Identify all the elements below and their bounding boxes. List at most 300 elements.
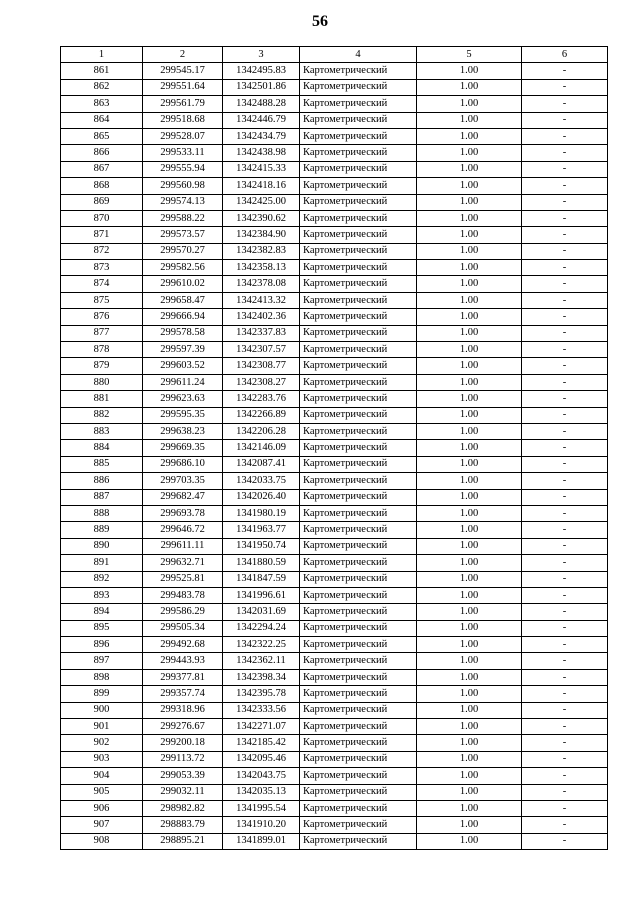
note-cell: - <box>522 637 608 653</box>
point-number-cell: 901 <box>61 719 143 735</box>
column-header: 6 <box>522 47 608 63</box>
accuracy-cell: 1.00 <box>417 112 522 128</box>
method-cell: Картометрический <box>300 276 417 292</box>
x-coordinate-cell: 299518.68 <box>143 112 223 128</box>
table-row <box>61 292 608 308</box>
point-number-cell: 893 <box>61 587 143 603</box>
accuracy-cell: 1.00 <box>417 571 522 587</box>
method-cell: Картометрический <box>300 817 417 833</box>
table-row <box>61 325 608 341</box>
point-number-cell: 880 <box>61 374 143 390</box>
y-coordinate-cell: 1342271.07 <box>223 719 300 735</box>
y-coordinate-cell: 1341963.77 <box>223 522 300 538</box>
note-cell: - <box>522 423 608 439</box>
method-cell: Картометрический <box>300 473 417 489</box>
note-cell: - <box>522 620 608 636</box>
note-cell: - <box>522 456 608 472</box>
note-cell: - <box>522 702 608 718</box>
table-row <box>61 571 608 587</box>
y-coordinate-cell: 1342495.83 <box>223 63 300 79</box>
note-cell: - <box>522 227 608 243</box>
x-coordinate-cell: 299574.13 <box>143 194 223 210</box>
y-coordinate-cell: 1342087.41 <box>223 456 300 472</box>
method-cell: Картометрический <box>300 342 417 358</box>
note-cell: - <box>522 784 608 800</box>
accuracy-cell: 1.00 <box>417 423 522 439</box>
x-coordinate-cell: 299603.52 <box>143 358 223 374</box>
method-cell: Картометрический <box>300 374 417 390</box>
method-cell: Картометрический <box>300 604 417 620</box>
x-coordinate-cell: 299551.64 <box>143 79 223 95</box>
point-number-cell: 884 <box>61 440 143 456</box>
table-row <box>61 604 608 620</box>
note-cell: - <box>522 210 608 226</box>
accuracy-cell: 1.00 <box>417 768 522 784</box>
note-cell: - <box>522 538 608 554</box>
point-number-cell: 883 <box>61 423 143 439</box>
table-row <box>61 440 608 456</box>
x-coordinate-cell: 298982.82 <box>143 800 223 816</box>
point-number-cell: 894 <box>61 604 143 620</box>
accuracy-cell: 1.00 <box>417 292 522 308</box>
y-coordinate-cell: 1342307.57 <box>223 342 300 358</box>
x-coordinate-cell: 299573.57 <box>143 227 223 243</box>
y-coordinate-cell: 1342415.33 <box>223 161 300 177</box>
note-cell: - <box>522 489 608 505</box>
accuracy-cell: 1.00 <box>417 161 522 177</box>
table-row <box>61 735 608 751</box>
table-row <box>61 227 608 243</box>
table-row <box>61 784 608 800</box>
y-coordinate-cell: 1342026.40 <box>223 489 300 505</box>
x-coordinate-cell: 299276.67 <box>143 719 223 735</box>
note-cell: - <box>522 522 608 538</box>
y-coordinate-cell: 1342035.13 <box>223 784 300 800</box>
x-coordinate-cell: 299318.96 <box>143 702 223 718</box>
note-cell: - <box>522 768 608 784</box>
note-cell: - <box>522 276 608 292</box>
point-number-cell: 866 <box>61 145 143 161</box>
note-cell: - <box>522 112 608 128</box>
x-coordinate-cell: 299545.17 <box>143 63 223 79</box>
point-number-cell: 885 <box>61 456 143 472</box>
note-cell: - <box>522 374 608 390</box>
x-coordinate-cell: 299588.22 <box>143 210 223 226</box>
note-cell: - <box>522 145 608 161</box>
table-row <box>61 555 608 571</box>
y-coordinate-cell: 1342337.83 <box>223 325 300 341</box>
note-cell: - <box>522 128 608 144</box>
table-row <box>61 79 608 95</box>
accuracy-cell: 1.00 <box>417 309 522 325</box>
note-cell: - <box>522 505 608 521</box>
method-cell: Картометрический <box>300 587 417 603</box>
point-number-cell: 877 <box>61 325 143 341</box>
accuracy-cell: 1.00 <box>417 145 522 161</box>
point-number-cell: 881 <box>61 391 143 407</box>
point-number-cell: 903 <box>61 751 143 767</box>
point-number-cell: 863 <box>61 96 143 112</box>
x-coordinate-cell: 298883.79 <box>143 817 223 833</box>
table-row <box>61 505 608 521</box>
accuracy-cell: 1.00 <box>417 96 522 112</box>
point-number-cell: 887 <box>61 489 143 505</box>
accuracy-cell: 1.00 <box>417 604 522 620</box>
accuracy-cell: 1.00 <box>417 210 522 226</box>
column-header: 5 <box>417 47 522 63</box>
y-coordinate-cell: 1342434.79 <box>223 128 300 144</box>
method-cell: Картометрический <box>300 260 417 276</box>
point-number-cell: 878 <box>61 342 143 358</box>
point-number-cell: 879 <box>61 358 143 374</box>
point-number-cell: 907 <box>61 817 143 833</box>
note-cell: - <box>522 325 608 341</box>
point-number-cell: 876 <box>61 309 143 325</box>
table-row <box>61 374 608 390</box>
table-row <box>61 161 608 177</box>
y-coordinate-cell: 1342395.78 <box>223 686 300 702</box>
accuracy-cell: 1.00 <box>417 79 522 95</box>
point-number-cell: 869 <box>61 194 143 210</box>
method-cell: Картометрический <box>300 309 417 325</box>
point-number-cell: 871 <box>61 227 143 243</box>
method-cell: Картометрический <box>300 407 417 423</box>
table-row <box>61 112 608 128</box>
y-coordinate-cell: 1342446.79 <box>223 112 300 128</box>
point-number-cell: 867 <box>61 161 143 177</box>
accuracy-cell: 1.00 <box>417 538 522 554</box>
y-coordinate-cell: 1341899.01 <box>223 833 300 849</box>
point-number-cell: 895 <box>61 620 143 636</box>
y-coordinate-cell: 1342398.34 <box>223 669 300 685</box>
accuracy-cell: 1.00 <box>417 719 522 735</box>
x-coordinate-cell: 299703.35 <box>143 473 223 489</box>
note-cell: - <box>522 292 608 308</box>
y-coordinate-cell: 1342384.90 <box>223 227 300 243</box>
note-cell: - <box>522 735 608 751</box>
accuracy-cell: 1.00 <box>417 555 522 571</box>
y-coordinate-cell: 1342308.77 <box>223 358 300 374</box>
note-cell: - <box>522 161 608 177</box>
method-cell: Картометрический <box>300 243 417 259</box>
note-cell: - <box>522 751 608 767</box>
accuracy-cell: 1.00 <box>417 653 522 669</box>
accuracy-cell: 1.00 <box>417 342 522 358</box>
accuracy-cell: 1.00 <box>417 522 522 538</box>
table-header-row <box>61 47 608 63</box>
x-coordinate-cell: 299032.11 <box>143 784 223 800</box>
method-cell: Картометрический <box>300 653 417 669</box>
table-row <box>61 637 608 653</box>
accuracy-cell: 1.00 <box>417 489 522 505</box>
note-cell: - <box>522 571 608 587</box>
y-coordinate-cell: 1341910.20 <box>223 817 300 833</box>
table-row <box>61 719 608 735</box>
accuracy-cell: 1.00 <box>417 669 522 685</box>
note-cell: - <box>522 653 608 669</box>
method-cell: Картометрический <box>300 423 417 439</box>
y-coordinate-cell: 1342206.28 <box>223 423 300 439</box>
table-row <box>61 620 608 636</box>
table-row <box>61 653 608 669</box>
accuracy-cell: 1.00 <box>417 473 522 489</box>
y-coordinate-cell: 1342390.62 <box>223 210 300 226</box>
table-body <box>61 63 608 850</box>
method-cell: Картометрический <box>300 669 417 685</box>
accuracy-cell: 1.00 <box>417 702 522 718</box>
y-coordinate-cell: 1342413.32 <box>223 292 300 308</box>
table-row <box>61 358 608 374</box>
x-coordinate-cell: 299693.78 <box>143 505 223 521</box>
table-row <box>61 768 608 784</box>
table-row <box>61 817 608 833</box>
point-number-cell: 870 <box>61 210 143 226</box>
x-coordinate-cell: 299610.02 <box>143 276 223 292</box>
method-cell: Картометрический <box>300 637 417 653</box>
table-row <box>61 391 608 407</box>
method-cell: Картометрический <box>300 522 417 538</box>
point-number-cell: 899 <box>61 686 143 702</box>
accuracy-cell: 1.00 <box>417 243 522 259</box>
coordinates-table <box>60 46 608 850</box>
point-number-cell: 864 <box>61 112 143 128</box>
point-number-cell: 874 <box>61 276 143 292</box>
accuracy-cell: 1.00 <box>417 374 522 390</box>
table-row <box>61 522 608 538</box>
note-cell: - <box>522 669 608 685</box>
method-cell: Картометрический <box>300 456 417 472</box>
y-coordinate-cell: 1342382.83 <box>223 243 300 259</box>
point-number-cell: 872 <box>61 243 143 259</box>
y-coordinate-cell: 1342501.86 <box>223 79 300 95</box>
point-number-cell: 900 <box>61 702 143 718</box>
method-cell: Картометрический <box>300 538 417 554</box>
table-row <box>61 686 608 702</box>
accuracy-cell: 1.00 <box>417 178 522 194</box>
y-coordinate-cell: 1342488.28 <box>223 96 300 112</box>
table-row <box>61 702 608 718</box>
method-cell: Картометрический <box>300 784 417 800</box>
table-row <box>61 800 608 816</box>
accuracy-cell: 1.00 <box>417 440 522 456</box>
y-coordinate-cell: 1342425.00 <box>223 194 300 210</box>
note-cell: - <box>522 391 608 407</box>
x-coordinate-cell: 299528.07 <box>143 128 223 144</box>
table-row <box>61 194 608 210</box>
accuracy-cell: 1.00 <box>417 260 522 276</box>
table-row <box>61 342 608 358</box>
point-number-cell: 889 <box>61 522 143 538</box>
column-header: 3 <box>223 47 300 63</box>
x-coordinate-cell: 299555.94 <box>143 161 223 177</box>
y-coordinate-cell: 1342402.36 <box>223 309 300 325</box>
note-cell: - <box>522 555 608 571</box>
method-cell: Картометрический <box>300 751 417 767</box>
point-number-cell: 865 <box>61 128 143 144</box>
method-cell: Картометрический <box>300 145 417 161</box>
point-number-cell: 892 <box>61 571 143 587</box>
note-cell: - <box>522 260 608 276</box>
table-row <box>61 751 608 767</box>
x-coordinate-cell: 299053.39 <box>143 768 223 784</box>
y-coordinate-cell: 1342185.42 <box>223 735 300 751</box>
point-number-cell: 875 <box>61 292 143 308</box>
table-row <box>61 178 608 194</box>
x-coordinate-cell: 299113.72 <box>143 751 223 767</box>
table-row <box>61 309 608 325</box>
x-coordinate-cell: 299561.79 <box>143 96 223 112</box>
y-coordinate-cell: 1342418.16 <box>223 178 300 194</box>
method-cell: Картометрический <box>300 391 417 407</box>
y-coordinate-cell: 1342362.11 <box>223 653 300 669</box>
accuracy-cell: 1.00 <box>417 784 522 800</box>
note-cell: - <box>522 63 608 79</box>
point-number-cell: 882 <box>61 407 143 423</box>
table-row <box>61 669 608 685</box>
note-cell: - <box>522 686 608 702</box>
x-coordinate-cell: 299623.63 <box>143 391 223 407</box>
accuracy-cell: 1.00 <box>417 227 522 243</box>
x-coordinate-cell: 299483.78 <box>143 587 223 603</box>
accuracy-cell: 1.00 <box>417 358 522 374</box>
note-cell: - <box>522 604 608 620</box>
x-coordinate-cell: 299686.10 <box>143 456 223 472</box>
x-coordinate-cell: 299560.98 <box>143 178 223 194</box>
point-number-cell: 897 <box>61 653 143 669</box>
y-coordinate-cell: 1342095.46 <box>223 751 300 767</box>
method-cell: Картометрический <box>300 686 417 702</box>
accuracy-cell: 1.00 <box>417 456 522 472</box>
x-coordinate-cell: 299505.34 <box>143 620 223 636</box>
point-number-cell: 868 <box>61 178 143 194</box>
y-coordinate-cell: 1341996.61 <box>223 587 300 603</box>
accuracy-cell: 1.00 <box>417 194 522 210</box>
method-cell: Картометрический <box>300 96 417 112</box>
method-cell: Картометрический <box>300 161 417 177</box>
method-cell: Картометрический <box>300 505 417 521</box>
table-row <box>61 407 608 423</box>
note-cell: - <box>522 817 608 833</box>
accuracy-cell: 1.00 <box>417 391 522 407</box>
table-row <box>61 96 608 112</box>
point-number-cell: 898 <box>61 669 143 685</box>
point-number-cell: 886 <box>61 473 143 489</box>
x-coordinate-cell: 299597.39 <box>143 342 223 358</box>
method-cell: Картометрический <box>300 194 417 210</box>
method-cell: Картометрический <box>300 440 417 456</box>
method-cell: Картометрический <box>300 489 417 505</box>
page-number: 56 <box>312 13 328 30</box>
x-coordinate-cell: 299578.58 <box>143 325 223 341</box>
y-coordinate-cell: 1342378.08 <box>223 276 300 292</box>
point-number-cell: 861 <box>61 63 143 79</box>
y-coordinate-cell: 1341950.74 <box>223 538 300 554</box>
method-cell: Картометрический <box>300 702 417 718</box>
note-cell: - <box>522 407 608 423</box>
x-coordinate-cell: 299586.29 <box>143 604 223 620</box>
y-coordinate-cell: 1342358.13 <box>223 260 300 276</box>
method-cell: Картометрический <box>300 571 417 587</box>
method-cell: Картометрический <box>300 292 417 308</box>
x-coordinate-cell: 299666.94 <box>143 309 223 325</box>
table-row <box>61 63 608 79</box>
y-coordinate-cell: 1342031.69 <box>223 604 300 620</box>
x-coordinate-cell: 299595.35 <box>143 407 223 423</box>
x-coordinate-cell: 299658.47 <box>143 292 223 308</box>
y-coordinate-cell: 1342438.98 <box>223 145 300 161</box>
accuracy-cell: 1.00 <box>417 128 522 144</box>
y-coordinate-cell: 1341880.59 <box>223 555 300 571</box>
note-cell: - <box>522 243 608 259</box>
accuracy-cell: 1.00 <box>417 800 522 816</box>
x-coordinate-cell: 299638.23 <box>143 423 223 439</box>
x-coordinate-cell: 299669.35 <box>143 440 223 456</box>
x-coordinate-cell: 299377.81 <box>143 669 223 685</box>
method-cell: Картометрический <box>300 719 417 735</box>
accuracy-cell: 1.00 <box>417 587 522 603</box>
accuracy-cell: 1.00 <box>417 505 522 521</box>
table-row <box>61 243 608 259</box>
method-cell: Картометрический <box>300 63 417 79</box>
accuracy-cell: 1.00 <box>417 63 522 79</box>
note-cell: - <box>522 833 608 849</box>
method-cell: Картометрический <box>300 128 417 144</box>
y-coordinate-cell: 1342333.56 <box>223 702 300 718</box>
x-coordinate-cell: 299611.24 <box>143 374 223 390</box>
accuracy-cell: 1.00 <box>417 637 522 653</box>
note-cell: - <box>522 473 608 489</box>
table-row <box>61 538 608 554</box>
method-cell: Картометрический <box>300 833 417 849</box>
x-coordinate-cell: 299492.68 <box>143 637 223 653</box>
method-cell: Картометрический <box>300 358 417 374</box>
point-number-cell: 896 <box>61 637 143 653</box>
y-coordinate-cell: 1341980.19 <box>223 505 300 521</box>
method-cell: Картометрический <box>300 112 417 128</box>
table-row <box>61 145 608 161</box>
method-cell: Картометрический <box>300 178 417 194</box>
y-coordinate-cell: 1342033.75 <box>223 473 300 489</box>
note-cell: - <box>522 719 608 735</box>
table-row <box>61 489 608 505</box>
x-coordinate-cell: 299200.18 <box>143 735 223 751</box>
point-number-cell: 890 <box>61 538 143 554</box>
method-cell: Картометрический <box>300 768 417 784</box>
x-coordinate-cell: 299357.74 <box>143 686 223 702</box>
point-number-cell: 905 <box>61 784 143 800</box>
method-cell: Картометрический <box>300 800 417 816</box>
accuracy-cell: 1.00 <box>417 407 522 423</box>
x-coordinate-cell: 299570.27 <box>143 243 223 259</box>
x-coordinate-cell: 299533.11 <box>143 145 223 161</box>
y-coordinate-cell: 1342308.27 <box>223 374 300 390</box>
method-cell: Картометрический <box>300 210 417 226</box>
note-cell: - <box>522 440 608 456</box>
accuracy-cell: 1.00 <box>417 686 522 702</box>
x-coordinate-cell: 299443.93 <box>143 653 223 669</box>
point-number-cell: 906 <box>61 800 143 816</box>
point-number-cell: 904 <box>61 768 143 784</box>
y-coordinate-cell: 1342266.89 <box>223 407 300 423</box>
note-cell: - <box>522 587 608 603</box>
y-coordinate-cell: 1341847.59 <box>223 571 300 587</box>
x-coordinate-cell: 299611.11 <box>143 538 223 554</box>
method-cell: Картометрический <box>300 735 417 751</box>
y-coordinate-cell: 1342146.09 <box>223 440 300 456</box>
method-cell: Картометрический <box>300 620 417 636</box>
note-cell: - <box>522 178 608 194</box>
note-cell: - <box>522 800 608 816</box>
